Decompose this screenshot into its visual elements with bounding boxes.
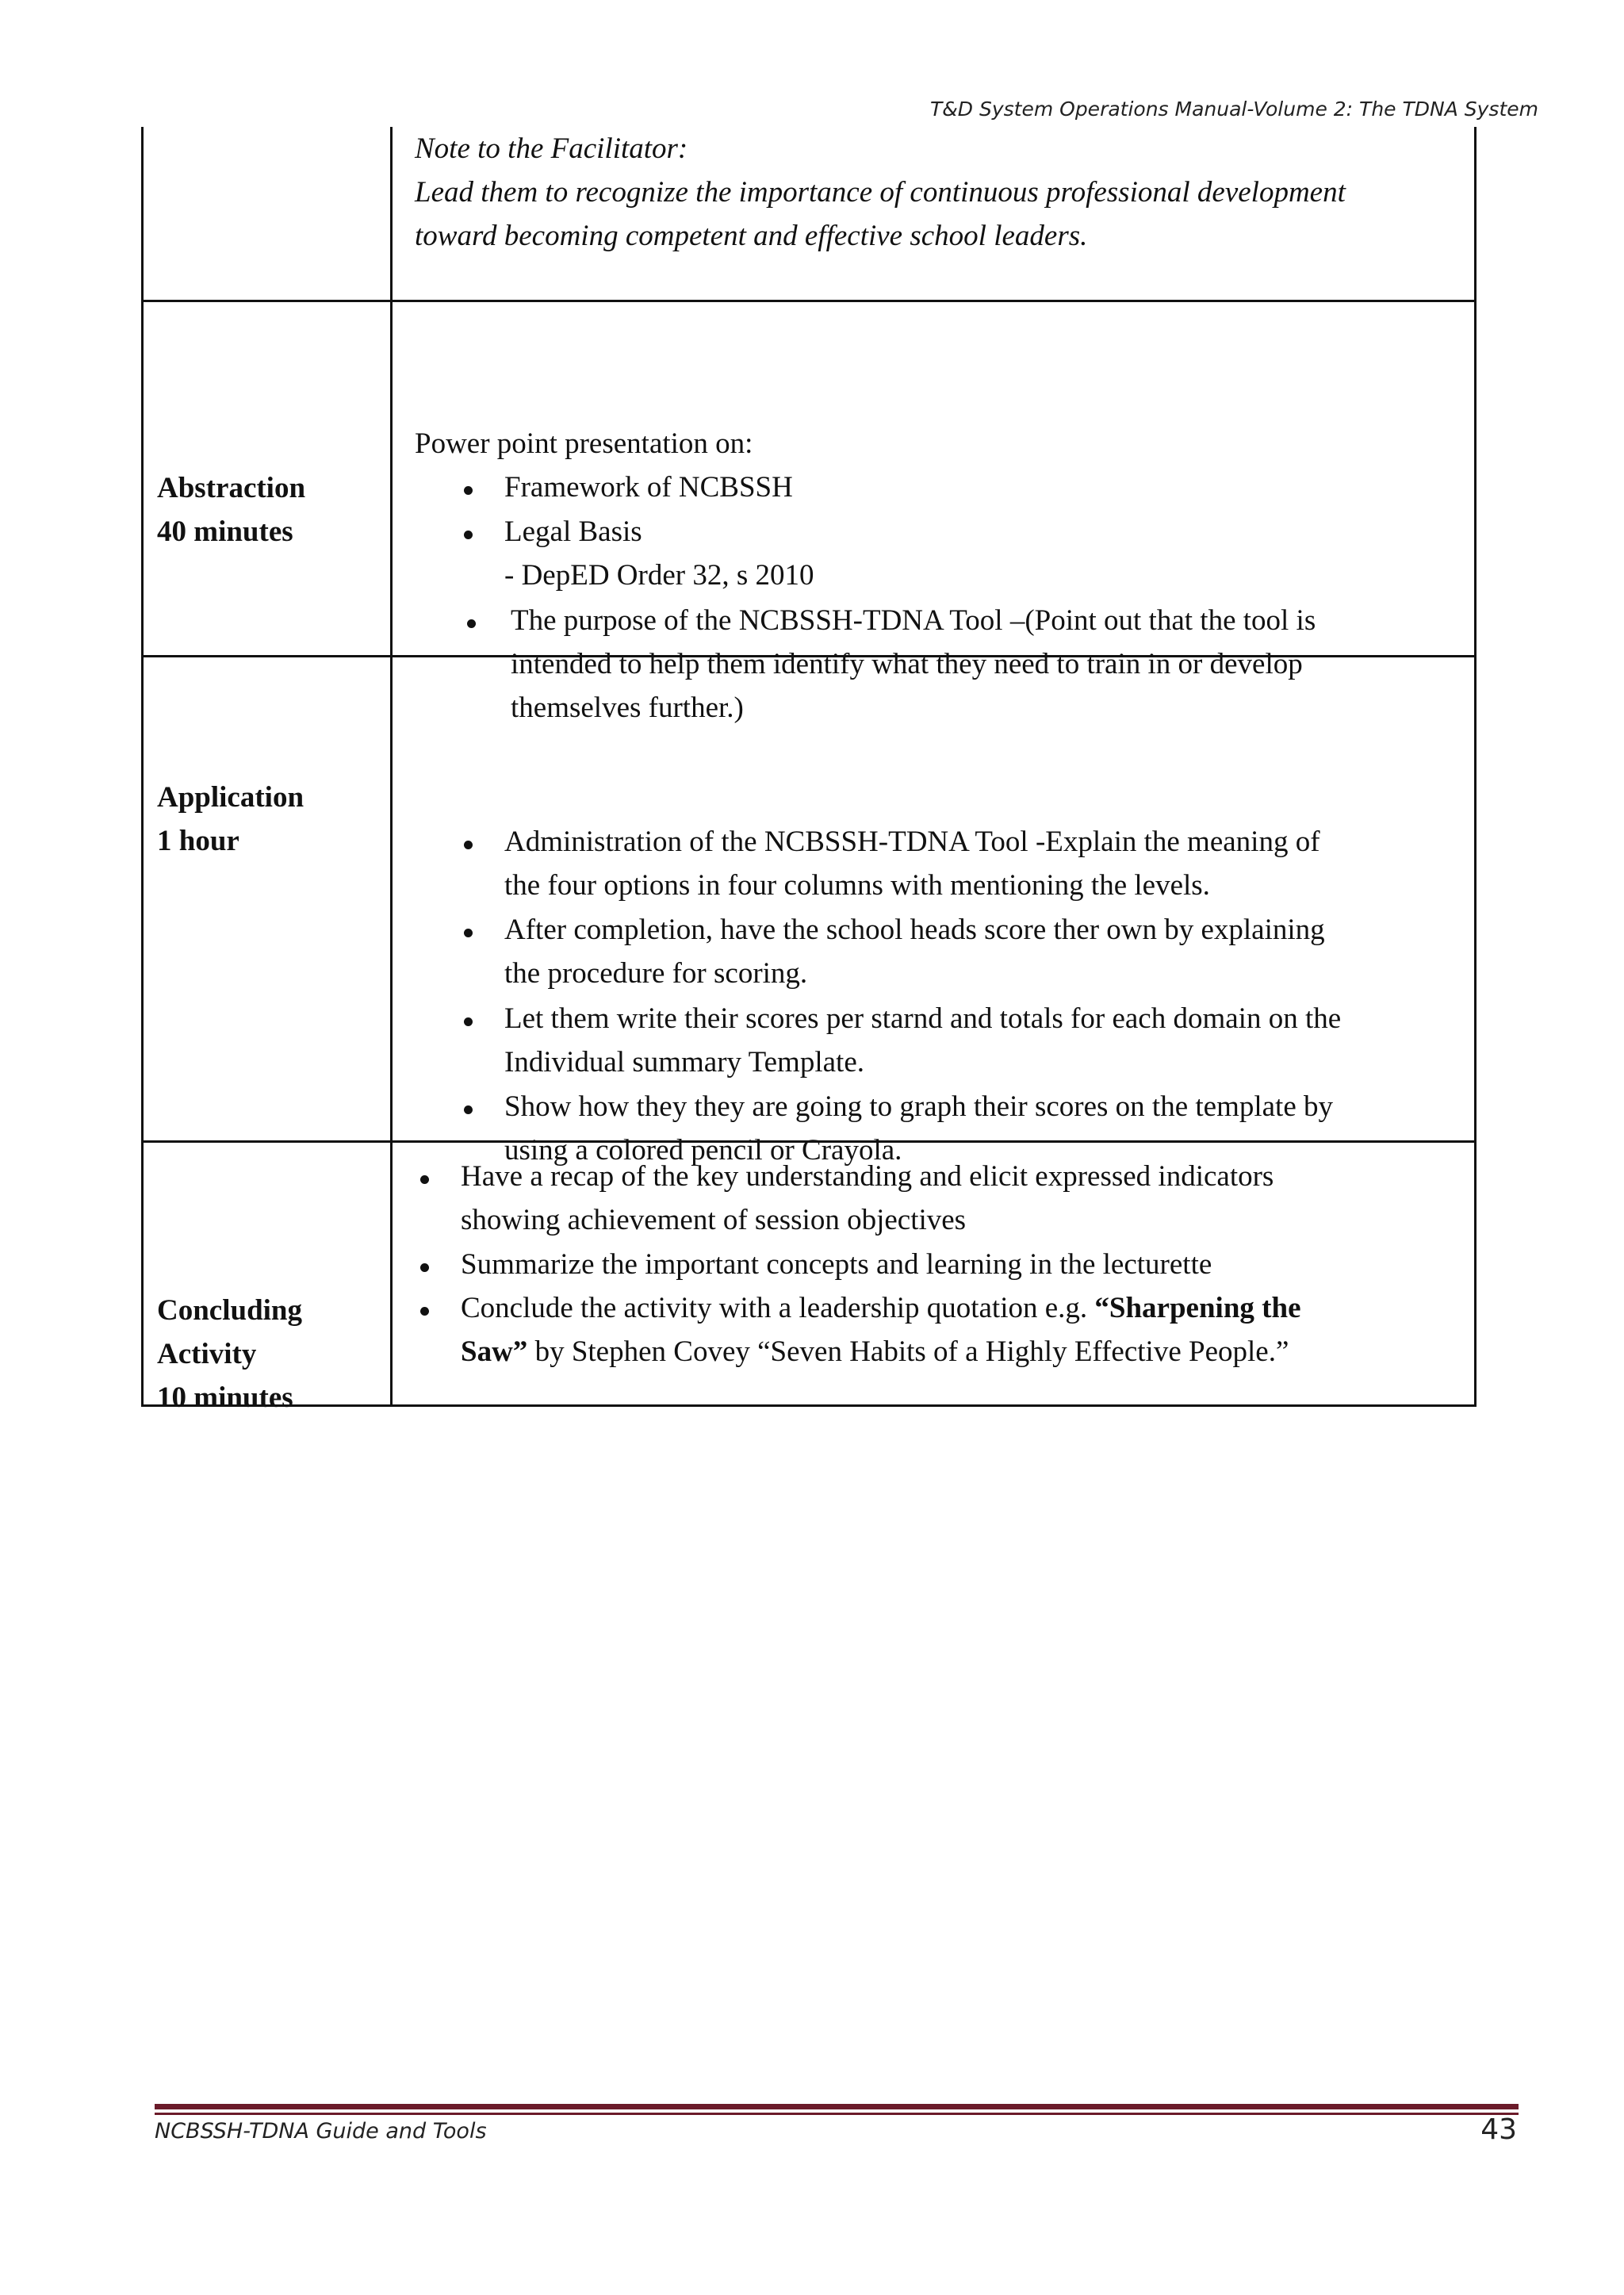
phase-label: Abstraction (157, 472, 306, 504)
bullet-line: Have a recap of the key understanding and elicit expressed indicators (461, 1160, 1274, 1193)
bullet-item (461, 1155, 1274, 1242)
bullet-dot (420, 1307, 429, 1316)
running-header: T&D System Operations Manual-Volume 2: The TDNA System (930, 98, 1538, 121)
bullet-line: Individual summary Template. (504, 1046, 864, 1079)
bullet-line: using a colored pencil or Crayola. (504, 1134, 902, 1167)
bullet-dot (467, 619, 476, 628)
bullet-dot (464, 531, 473, 539)
bullet-dot (420, 1175, 429, 1184)
note-row (141, 127, 1477, 301)
bullet-line (461, 1330, 1301, 1374)
session-table (141, 127, 1477, 1414)
bullet-dot (464, 486, 473, 495)
footer-rule (155, 2104, 1519, 2115)
bullet-line: intended to help them identify what they need to train in or develop (511, 648, 1303, 680)
bullet-item: Legal Basis (504, 515, 642, 548)
bullet-dot (464, 1105, 473, 1114)
bullet-item (461, 1286, 1301, 1374)
phase-label: Concluding (157, 1294, 303, 1327)
bullet-line (461, 1286, 1301, 1330)
bullet-line: After completion, have the school heads score ther own by explaining (504, 914, 1325, 946)
bullet-line: The purpose of the NCBSSH-TDNA Tool –(Point out that the tool is (511, 604, 1316, 637)
quote-attribution-text: by Stephen Covey “Seven Habits of a Highly Effective People.” (527, 1335, 1289, 1368)
bullet-item: Framework of NCBSSH (504, 471, 793, 504)
note-line: toward becoming competent and effective school leaders. (415, 220, 1088, 252)
abstraction-row (141, 301, 1477, 724)
bullet-item (504, 908, 1325, 995)
bullet-line: showing achievement of session objectives (461, 1204, 967, 1236)
bullet-dot (420, 1263, 429, 1272)
note-heading: Note to the Facilitator: (415, 132, 688, 165)
quote-title-bold: Saw” (461, 1335, 528, 1368)
bullet-line: the procedure for scoring. (504, 957, 808, 990)
bullet-item (504, 997, 1341, 1084)
abstraction-intro: Power point presentation on: (415, 427, 753, 460)
note-line: Lead them to recognize the importance of continuous professional development (415, 176, 1346, 209)
bullet-item (504, 820, 1320, 907)
bullet-line: Administration of the NCBSSH-TDNA Tool -Explain the meaning of (504, 826, 1320, 858)
concluding-row (141, 1142, 1477, 1414)
bullet-dot (464, 1017, 473, 1026)
bullet-item: Summarize the important concepts and learning in the lecturette (461, 1248, 1212, 1281)
sub-item: - DepED Order 32, s 2010 (504, 559, 814, 592)
page-number: 43 (1480, 2113, 1517, 2146)
phase-duration: 1 hour (157, 825, 239, 857)
phase-label: Activity (157, 1338, 257, 1370)
bullet-dot (464, 929, 473, 937)
facilitator-note (415, 127, 1346, 258)
bullet-line: Let them write their scores per starnd and totals for each domain on the (504, 1002, 1342, 1035)
bullet-line: Show how they they are going to graph their scores on the template by (504, 1090, 1333, 1123)
bullet-dot (464, 841, 473, 849)
bullet-line: themselves further.) (511, 692, 744, 724)
quote-title-bold: “Sharpening the (1094, 1292, 1301, 1324)
phase-duration: 40 minutes (157, 515, 293, 548)
phase-label: Application (157, 781, 304, 814)
quote-intro-text: Conclude the activity with a leadership quotation e.g. (461, 1292, 1095, 1324)
bullet-line: the four options in four columns with mentioning the levels. (504, 869, 1210, 902)
application-row (141, 657, 1477, 1167)
footer-title: NCBSSH-TDNA Guide and Tools (155, 2119, 487, 2144)
phase-duration: 10 minutes (157, 1381, 293, 1414)
